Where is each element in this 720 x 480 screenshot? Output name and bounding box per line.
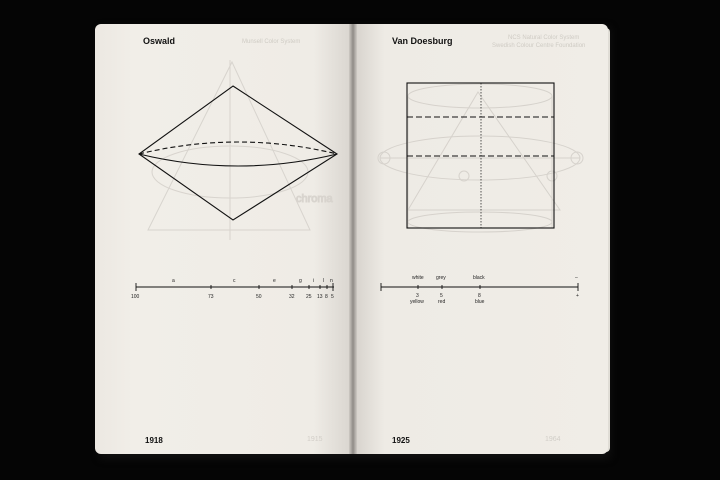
right-scale-bottom-number: + [576, 293, 579, 299]
right-scale-top-label: – [575, 275, 578, 281]
left-scale-top-label: g [299, 278, 302, 284]
left-scale-bottom-label: 8 [325, 294, 328, 300]
left-scale-top-labels [172, 278, 333, 284]
right-heading: Van Doesburg [392, 36, 453, 46]
left-scale-top-label: n [330, 278, 333, 284]
left-scale-top-label: c [233, 278, 236, 284]
left-scale-top-label: i [313, 278, 315, 284]
left-scale [136, 283, 334, 291]
left-scale-bottom-label: 50 [256, 294, 262, 300]
left-heading: Oswald [143, 36, 176, 46]
left-scale-bottom-label: 73 [208, 294, 214, 300]
right-scale-bottom-word: blue [475, 299, 485, 305]
left-page-number: 1918 [145, 436, 163, 445]
right-scale-top-labels [412, 275, 578, 281]
left-ghost-heading: Munsell Color System [242, 39, 301, 45]
right-scale-top-label: black [473, 275, 485, 281]
right-ghost-heading-2: Swedish Colour Centre Foundation [492, 43, 586, 49]
left-scale-top-label: l [323, 278, 325, 284]
right-ghost-diagram [378, 84, 583, 232]
left-scale-bottom-label: 32 [289, 294, 295, 300]
left-scale-bottom-label: 13 [317, 294, 323, 300]
right-page-number: 1925 [392, 436, 410, 445]
left-ghost-diagram-label: chroma [296, 193, 333, 205]
right-scale-bottom-word: yellow [410, 299, 424, 305]
left-scale-top-label: e [273, 278, 276, 284]
right-ghost-page-number: 1964 [545, 436, 561, 443]
right-scale-bottom-number: 3 [416, 293, 419, 299]
right-scale-bottom-word: red [438, 299, 446, 305]
left-scale-bottom-label: 25 [306, 294, 312, 300]
right-scale [381, 283, 578, 291]
left-ghost-page-number: 1915 [307, 436, 323, 443]
left-scale-bottom-label: 100 [131, 294, 140, 300]
left-scale-bottom-label: 5 [331, 294, 334, 300]
left-scale-top-label: a [172, 278, 175, 284]
right-scale-bottom-number: 8 [478, 293, 481, 299]
right-scale-top-label: white [412, 275, 424, 281]
left-scale-bottom-labels [131, 294, 334, 300]
right-ghost-heading-1: NCS Natural Color System [508, 35, 580, 41]
right-scale-top-label: grey [436, 275, 446, 281]
left-ghost-diagram [148, 60, 334, 240]
right-scale-bottom-labels [410, 293, 579, 305]
right-scale-bottom-number: 5 [440, 293, 443, 299]
